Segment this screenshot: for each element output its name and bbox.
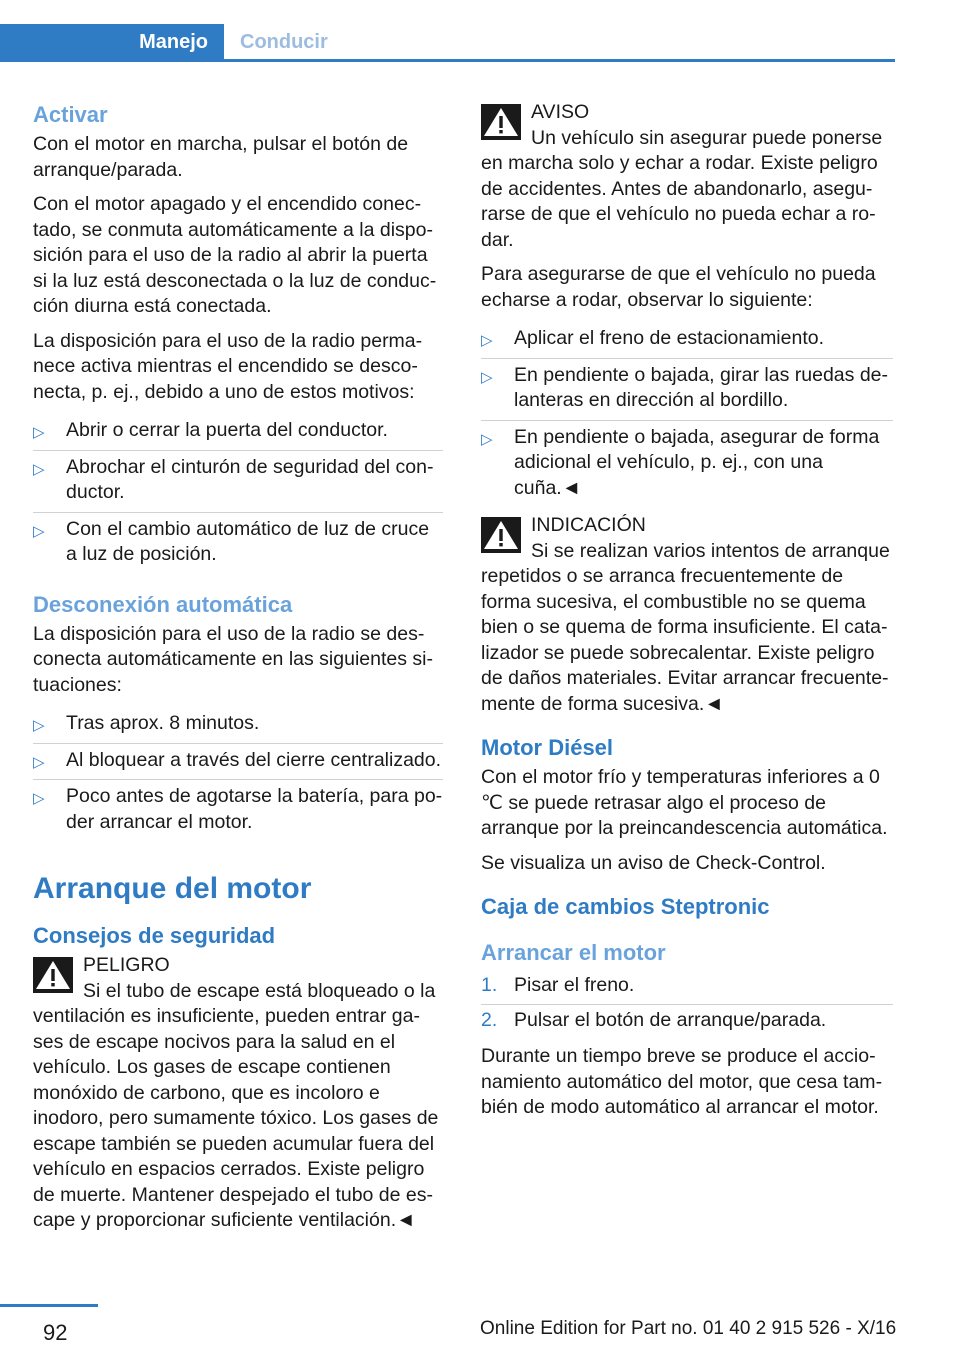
desconexion-list [33, 707, 443, 841]
list-item-text: Al bloquear a través del cierre centralizado. [66, 748, 442, 771]
list-item-text: En pendiente o bajada, asegurar de forma adicional el vehículo, p. ej., con una cuña.◄ [514, 425, 880, 499]
list-item [481, 970, 893, 1005]
aviso-list [481, 322, 893, 507]
list-item [481, 359, 893, 421]
step-number: 1. [481, 974, 498, 996]
indicacion-warning [481, 513, 893, 717]
tab-conducir[interactable] [224, 24, 424, 62]
triangle-right-icon: ▷ [33, 460, 45, 478]
desconexion-paragraph: La disposición para el uso de la radio se desconecta automáticamente en las siguientes situaciones: [33, 622, 433, 696]
warning-triangle-icon [481, 104, 521, 140]
indicacion-title: INDICACIÓN [531, 514, 646, 536]
arrancar-paragraph: Durante un tiempo breve se produce el accionamiento automático del motor, que cesa también de modo automático al arrancar el motor. [481, 1045, 883, 1118]
header-rule [0, 59, 895, 62]
arranque-heading: Arranque del motor [33, 872, 312, 905]
peligro-text: Si el tubo de escape está bloqueado o la ventilación es insuficiente, pueden entrar gases de escape nocivos para la salud en el vehículo. Los gases de escape contienen monóxido de carbono, que es incoloro e inodoro, pero sumamente tóxico. Los gases de escape también se pueden acumular fuera del vehículo en espacios cerrados. Existe peligro de muerte. Mantener despejado el tubo de escape y proporcionar suficiente ventilación.◄ [33, 979, 439, 1231]
right-column [481, 100, 893, 1130]
list-item [33, 414, 443, 451]
triangle-right-icon: ▷ [33, 790, 45, 807]
arrancar-steps [481, 970, 893, 1038]
activar-heading: Activar [33, 102, 108, 127]
activar-paragraph-2: Con el motor apagado y el encendido conectado, se conmuta automáticamente a la disposición para el uso de la radio al abrir la puerta si la luz está desconectada o la luz de conducción diurna está conectada. [33, 193, 437, 317]
list-item-text: Abrochar el cinturón de seguridad del conductor. [66, 455, 434, 503]
left-column [33, 100, 443, 1243]
list-item [33, 744, 443, 781]
aviso-text: Un vehículo sin asegurar puede ponerse en marcha solo y echar a rodar. Existe peligro de accidentes. Antes de abandonarlo, asegurarse de que el vehículo no pueda echar a rodar. [481, 126, 883, 251]
triangle-right-icon: ▷ [33, 717, 45, 734]
activar-list [33, 414, 443, 574]
aviso-warning [481, 100, 893, 253]
list-item [481, 1005, 893, 1039]
desconexion-heading: Desconexión automática [33, 591, 293, 617]
triangle-right-icon: ▷ [33, 424, 45, 441]
consejos-heading: Consejos de seguridad [33, 923, 276, 948]
tab-conducir-label: Conducir [240, 31, 328, 53]
warning-triangle-icon [33, 957, 73, 993]
diesel-paragraph-1: Con el motor frío y temperaturas inferiores a 0 ℃ se puede retrasar algo el proceso de arranque por la preincandescencia automática. [481, 766, 888, 839]
page-number-rule [0, 1304, 98, 1307]
list-item [33, 780, 443, 841]
header-tabs [0, 0, 895, 62]
diesel-heading: Motor Diésel [481, 735, 614, 760]
triangle-right-icon: ▷ [33, 522, 45, 540]
activar-paragraph-3: La disposición para el uso de la radio permanece activa mientras el encendido se desconecta, p. ej., debido a uno de estos motivos: [33, 329, 423, 403]
list-item [481, 421, 893, 508]
aviso-paragraph-2: Para asegurarse de que el vehículo no pueda echarse a rodar, observar lo siguiente: [481, 263, 876, 311]
list-item [481, 322, 893, 359]
diesel-paragraph-2: Se visualiza un aviso de Check-Control. [481, 851, 826, 874]
triangle-right-icon: ▷ [481, 368, 493, 386]
tab-manejo-label: Manejo [139, 31, 208, 53]
warning-triangle-icon [481, 517, 521, 553]
peligro-title: PELIGRO [83, 954, 170, 976]
arrancar-heading: Arrancar el motor [481, 940, 666, 965]
triangle-right-icon: ▷ [481, 332, 493, 349]
list-item-text: Con el cambio automático de luz de cruce a luz de posición. [66, 517, 430, 565]
triangle-right-icon: ▷ [481, 430, 493, 448]
indicacion-text: Si se realizan varios intentos de arranque repetidos o se arranca frecuentemente de forma sucesiva, el combustible no se quema bien o se quema de forma insuficiente. El catalizador se puede sobrecalentar. Existe peligro de daños materiales. Evitar arrancar frecuentemente de forma sucesiva.◄ [481, 539, 890, 715]
list-item-text: Poco antes de agotarse la batería, para poder arrancar el motor. [66, 785, 443, 833]
triangle-right-icon: ▷ [33, 753, 45, 771]
list-item-text: En pendiente o bajada, girar las ruedas delanteras en dirección al bordillo. [514, 363, 889, 411]
tab-manejo[interactable] [0, 24, 224, 62]
list-item-text: Tras aprox. 8 minutos. [66, 712, 260, 734]
aviso-title: AVISO [531, 101, 590, 123]
step-number: 2. [481, 1008, 498, 1031]
list-item-text: Abrir o cerrar la puerta del conductor. [66, 419, 388, 441]
list-item-text: Aplicar el freno de estacionamiento. [514, 327, 825, 349]
step-text: Pulsar el botón de arranque/parada. [514, 1008, 827, 1031]
list-item [33, 513, 443, 574]
list-item [33, 451, 443, 513]
steptronic-heading: Caja de cambios Steptronic [481, 894, 770, 919]
step-text: Pisar el freno. [514, 974, 635, 996]
activar-paragraph-1: Con el motor en marcha, pulsar el botón de arranque/parada. [33, 133, 409, 181]
page-number: 92 [43, 1320, 68, 1345]
footer-edition: Online Edition for Part no. 01 40 2 915 526 - X/16 [480, 1318, 897, 1339]
peligro-warning [33, 953, 443, 1234]
list-item [33, 707, 443, 744]
